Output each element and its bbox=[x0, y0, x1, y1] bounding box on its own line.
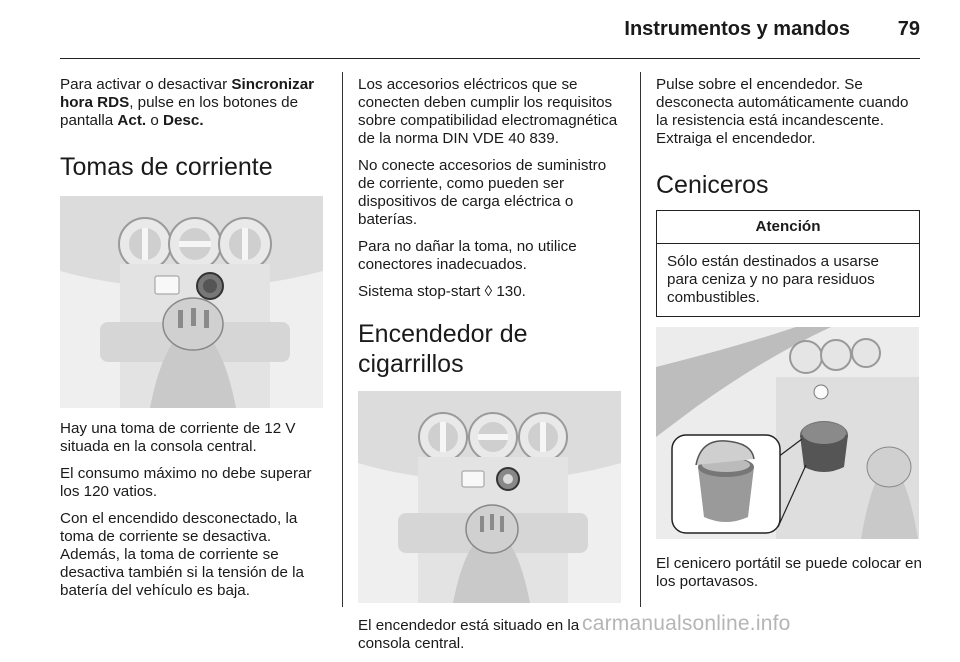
rds-paragraph: Para activar o desactivar Sincronizar hora RDS, pulse en los botones de pantalla Act. o Desc. bbox=[60, 76, 315, 129]
cigarette-lighter-photo bbox=[358, 391, 621, 603]
watermark: carmanualsonline.info bbox=[582, 612, 791, 635]
paragraph: Para no dañar la toma, no utilice conectores inadecuados. bbox=[358, 238, 577, 273]
rds-setting-name: Sincronizar hora RDS bbox=[60, 76, 315, 111]
desc-button-name: Desc. bbox=[163, 112, 204, 129]
caution-box bbox=[656, 210, 920, 317]
paragraph: Hay una toma de corriente de 12 V situada en la consola central. bbox=[60, 420, 296, 455]
cross-reference: Sistema stop-start ◊ 130. bbox=[358, 283, 526, 300]
paragraph: No conecte accesorios de suministro de corriente, como pueden ser dispositivos de carga eléctrica o baterías. bbox=[358, 157, 607, 228]
lighter-caption: El encendedor está situado en la consola central. bbox=[358, 617, 580, 652]
column-divider bbox=[342, 72, 343, 607]
column-2 bbox=[358, 76, 624, 662]
section-heading-cigarette-lighter: Encendedor de cigarrillos bbox=[358, 320, 528, 378]
paragraph: Con el encendido desconectado, la toma de corriente se desactiva. Además, la toma de corriente se desactiva también si la tensión de la batería del vehículo es baja. bbox=[60, 510, 304, 599]
page-number: 79 bbox=[897, 18, 920, 40]
power-outlet-photo bbox=[60, 196, 323, 408]
column-1 bbox=[60, 76, 326, 609]
running-header-title: Instrumentos y mandos bbox=[624, 18, 850, 40]
ashtray-caption: El cenicero portátil se puede colocar en los portavasos. bbox=[656, 555, 922, 590]
page-reference-icon: ◊ bbox=[484, 283, 493, 300]
act-button-name: Act. bbox=[117, 112, 147, 129]
header-rule bbox=[60, 58, 920, 59]
section-heading-power-outlets: Tomas de corriente bbox=[60, 153, 273, 181]
section-heading-ashtrays: Ceniceros bbox=[656, 171, 769, 199]
caution-text: Sólo están destinados a usarse para ceniza y no para residuos combustibles. bbox=[667, 253, 879, 306]
lighter-instructions: Pulse sobre el encendedor. Se desconecta automáticamente cuando la resistencia está incandescente. Extraiga el encendedor. bbox=[656, 76, 909, 147]
caution-title: Atención bbox=[657, 211, 919, 244]
paragraph: El consumo máximo no debe superar los 120 vatios. bbox=[60, 465, 312, 500]
column-divider bbox=[640, 72, 641, 607]
ashtray-photo bbox=[656, 327, 919, 539]
paragraph: Los accesorios eléctricos que se conecten deben cumplir los requisitos sobre compatibilidad electromagnética de la norma DIN VDE 40 839. bbox=[358, 76, 618, 147]
column-3 bbox=[656, 76, 922, 600]
